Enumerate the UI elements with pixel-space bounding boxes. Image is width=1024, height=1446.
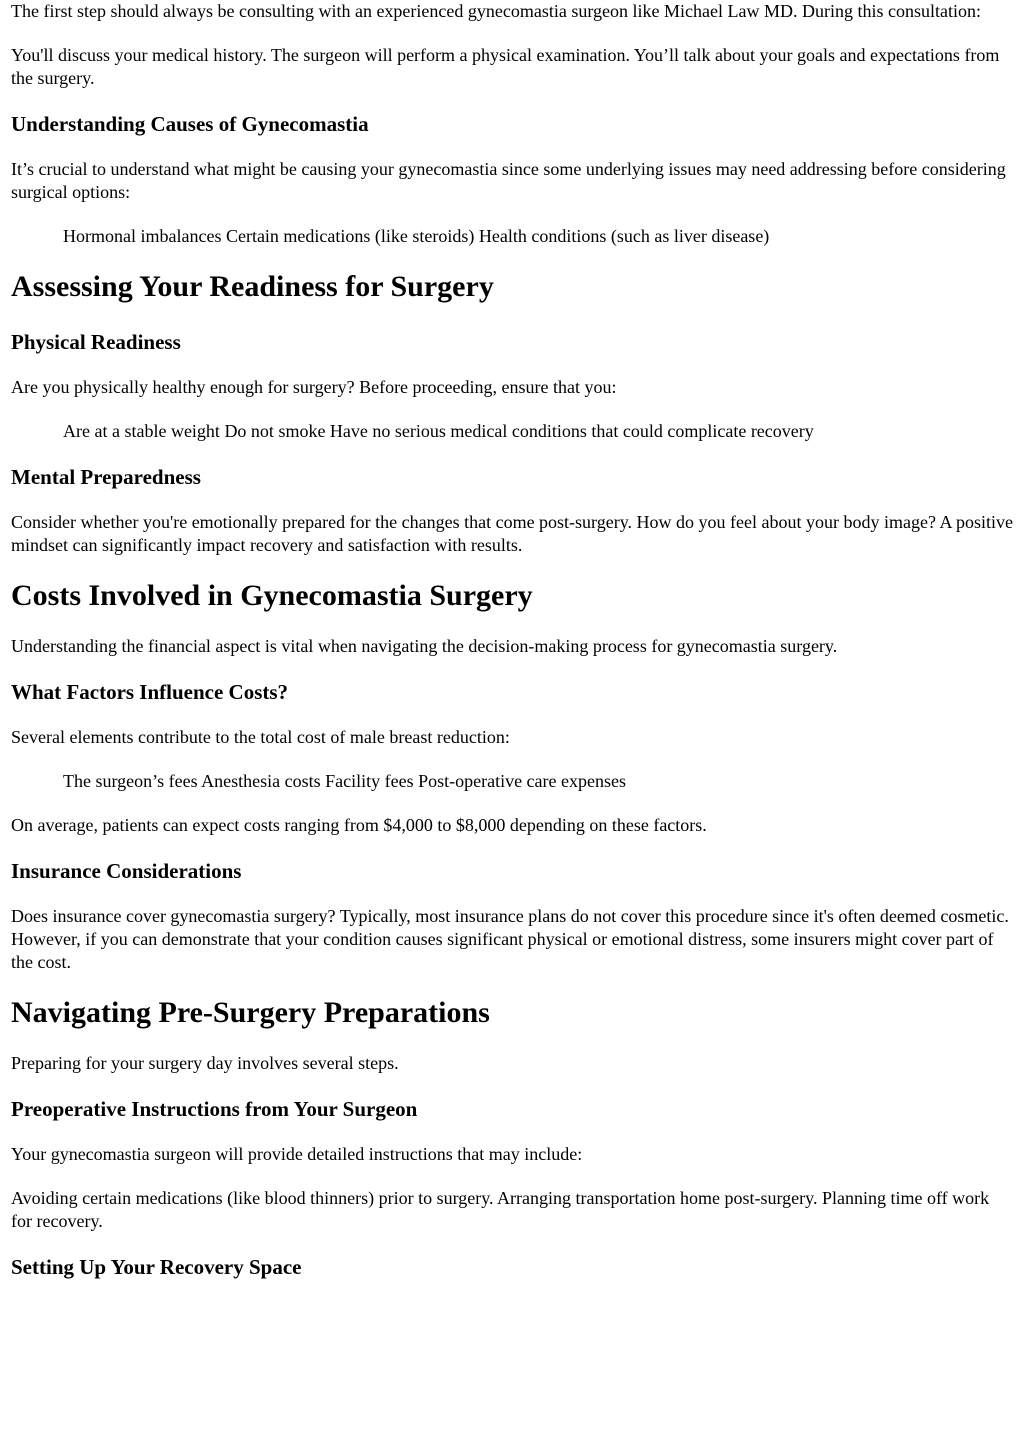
consultation-details-paragraph: You'll discuss your medical history. The surgeon will perform a physical examination. You’ll talk about your goals and expectations from the surgery.: [11, 45, 1000, 88]
mental-preparedness-paragraph: Consider whether you're emotionally prepared for the changes that come post-surgery. How do you feel about your body image? A positive mindset can significantly impact recovery and satisfaction with results.: [11, 512, 1013, 555]
recovery-space-heading: Setting Up Your Recovery Space: [11, 1255, 302, 1279]
consultation-intro-paragraph: The first step should always be consulting with an experienced gynecomastia surgeon like Michael Law MD. During this consultation:: [11, 1, 981, 21]
physical-readiness-paragraph: Are you physically healthy enough for surgery? Before proceeding, ensure that you:: [11, 377, 617, 397]
physical-readiness-heading: Physical Readiness: [11, 330, 181, 354]
readiness-heading: Assessing Your Readiness for Surgery: [11, 270, 494, 303]
causes-heading: Understanding Causes of Gynecomastia: [11, 112, 369, 136]
average-cost-paragraph: On average, patients can expect costs ranging from $4,000 to $8,000 depending on these factors.: [11, 815, 707, 835]
costs-paragraph: Understanding the financial aspect is vital when navigating the decision-making process for gynecomastia surgery.: [11, 636, 838, 656]
physical-readiness-list-quote: Are at a stable weight Do not smoke Have no serious medical conditions that could complicate recovery: [63, 421, 814, 441]
mental-preparedness-heading: Mental Preparedness: [11, 465, 201, 489]
insurance-heading: Insurance Considerations: [11, 859, 242, 883]
cost-factors-paragraph: Several elements contribute to the total cost of male breast reduction:: [11, 727, 510, 747]
preop-instructions-paragraph: Your gynecomastia surgeon will provide detailed instructions that may include:: [11, 1144, 583, 1164]
causes-paragraph: It’s crucial to understand what might be causing your gynecomastia since some underlying issues may need addressing before considering surgical options:: [11, 159, 1006, 202]
pre-surgery-heading: Navigating Pre-Surgery Preparations: [11, 996, 490, 1029]
cost-factors-list-quote: The surgeon’s fees Anesthesia costs Facility fees Post-operative care expenses: [63, 771, 627, 791]
insurance-paragraph: Does insurance cover gynecomastia surgery? Typically, most insurance plans do not cover this procedure since it's often deemed cosmetic. However, if you can demonstrate that your condition causes significant physical or emotional distress, some insurers might cover part of the cost.: [11, 906, 1009, 972]
preop-instructions-heading: Preoperative Instructions from Your Surgeon: [11, 1097, 418, 1121]
pre-surgery-paragraph: Preparing for your surgery day involves several steps.: [11, 1053, 399, 1073]
cost-factors-heading: What Factors Influence Costs?: [11, 680, 289, 704]
causes-list-quote: Hormonal imbalances Certain medications (like steroids) Health conditions (such as liver disease): [63, 226, 770, 246]
preop-instructions-list-paragraph: Avoiding certain medications (like blood thinners) prior to surgery. Arranging transportation home post-surgery. Planning time off work for recovery.: [11, 1188, 990, 1231]
costs-heading: Costs Involved in Gynecomastia Surgery: [11, 579, 533, 612]
